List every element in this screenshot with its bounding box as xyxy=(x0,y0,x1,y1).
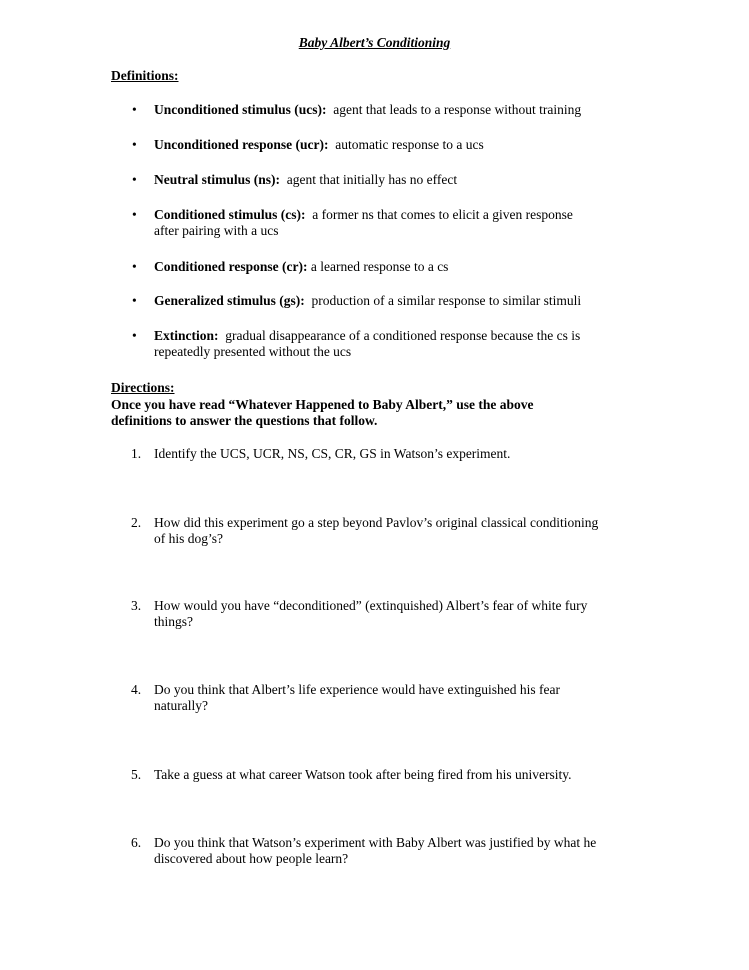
directions-heading: Directions: xyxy=(111,380,175,395)
question-text-continued: things? xyxy=(154,614,193,629)
definition-term: Conditioned stimulus (cs): xyxy=(154,207,306,222)
bullet-icon: • xyxy=(132,137,137,152)
question-number: 3. xyxy=(131,598,142,613)
definition-text: a former ns that comes to elicit a given response xyxy=(312,207,573,222)
definition-term: Neutral stimulus (ns): xyxy=(154,172,281,187)
definition-text-continued: after pairing with a ucs xyxy=(154,223,279,238)
bullet-icon: • xyxy=(132,102,137,117)
question-number: 1. xyxy=(131,446,142,461)
question-text: How would you have “deconditioned” (extinquished) Albert’s fear of white fury xyxy=(154,598,588,613)
definition-term: Unconditioned stimulus (ucs): xyxy=(154,102,327,117)
definition-term: Generalized stimulus (gs): xyxy=(154,293,305,308)
directions-line-1: Once you have read “Whatever Happened to Baby Albert,” use the above xyxy=(111,397,534,412)
definition-text: gradual disappearance of a conditioned response because the cs is xyxy=(225,328,581,343)
question-number: 2. xyxy=(131,515,142,530)
bullet-icon: • xyxy=(132,259,137,274)
definition-text: agent that leads to a response without training xyxy=(333,102,582,117)
bullet-icon: • xyxy=(132,293,137,308)
question-number: 4. xyxy=(131,682,142,697)
question-text-continued: naturally? xyxy=(154,698,208,713)
definition-term: Extinction: xyxy=(154,328,219,343)
bullet-icon: • xyxy=(132,328,137,343)
definition-text: production of a similar response to similar stimuli xyxy=(311,293,582,308)
question-text: Do you think that Watson’s experiment with Baby Albert was justified by what he xyxy=(154,835,597,850)
definition-text: a learned response to a cs xyxy=(310,259,449,274)
question-number: 5. xyxy=(131,767,142,782)
question-text: Take a guess at what career Watson took after being fired from his university. xyxy=(154,767,572,782)
definition-term: Unconditioned response (ucr): xyxy=(154,137,329,152)
page-title: Baby Albert’s Conditioning xyxy=(298,35,451,50)
question-text: Identify the UCS, UCR, NS, CS, CR, GS in Watson’s experiment. xyxy=(154,446,511,461)
question-text-continued: discovered about how people learn? xyxy=(154,851,349,866)
definitions-heading: Definitions: xyxy=(111,68,179,83)
question-number: 6. xyxy=(131,835,142,850)
question-text: How did this experiment go a step beyond Pavlov’s original classical conditioning xyxy=(154,515,599,530)
directions-text xyxy=(111,397,611,429)
definition-text-continued: repeatedly presented without the ucs xyxy=(154,344,352,359)
definition-text: agent that initially has no effect xyxy=(286,172,458,187)
bullet-icon: • xyxy=(132,172,137,187)
definition-term: Conditioned response (cr): xyxy=(154,259,308,274)
directions-line-2: definitions to answer the questions that follow. xyxy=(111,413,378,428)
bullet-icon: • xyxy=(132,207,137,222)
question-text-continued: of his dog’s? xyxy=(154,531,223,546)
definition-text: automatic response to a ucs xyxy=(335,137,484,152)
question-text: Do you think that Albert’s life experience would have extinguished his fear xyxy=(154,682,561,697)
